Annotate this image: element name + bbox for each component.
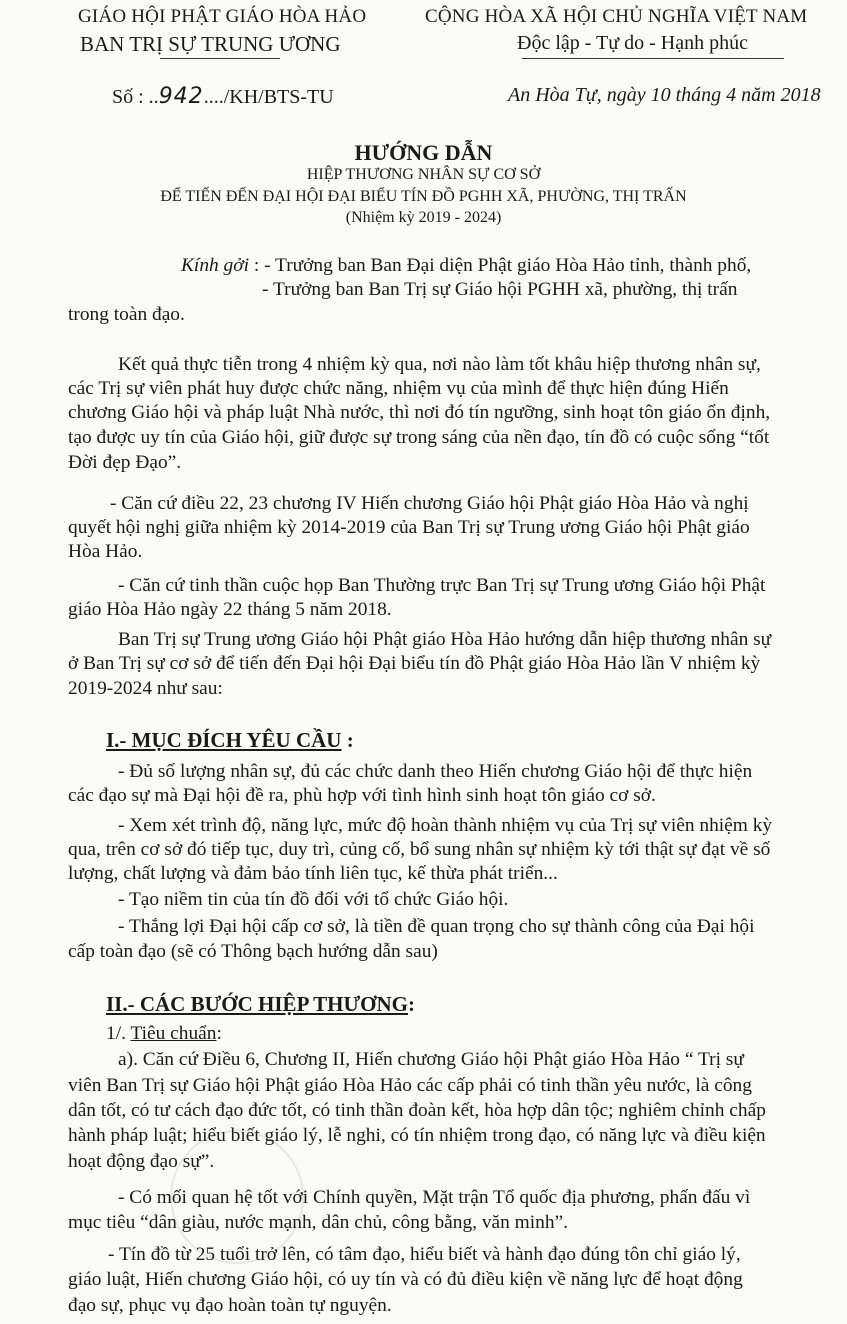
intro-p1-line: các Trị sự viên phát huy được chức năng, nhiệm vụ của mình để thực hiện đúng Hiến: [68, 378, 729, 399]
org-name-line2: BAN TRỊ SỰ TRUNG ƯƠNG: [80, 32, 341, 56]
subsection-1-number: 1/.: [106, 1023, 131, 1044]
document-type: HƯỚNG DẪN: [354, 140, 493, 165]
purpose-item-line: cấp toàn đạo (sẽ có Thông bạch hướng dẫn sau): [68, 941, 438, 962]
intro-p3-line: giáo Hòa Hảo ngày 22 tháng 5 năm 2018.: [68, 599, 392, 620]
number-suffix: ..../KH/BTS-TU: [203, 86, 334, 108]
criteria-item-line: đạo sự, phục vụ đạo hoàn toàn tự nguyện.: [68, 1295, 392, 1316]
purpose-item-line: lượng, chất lượng và đảm bảo tính liên tục, kế thừa phát triển...: [68, 863, 558, 884]
section-1-colon: :: [341, 728, 354, 752]
purpose-item-line: qua, trên cơ sở đó tiếp tục, duy trì, củng cố, bổ sung nhân sự nhiệm kỳ tới thật sự đạt về số: [68, 839, 771, 860]
intro-p4-line: Ban Trị sự Trung ương Giáo hội Phật giáo Hòa Hảo hướng dẫn hiệp thương nhân sự: [118, 629, 772, 650]
greeting-line-1: [181, 254, 751, 277]
section-1-heading: [106, 728, 354, 753]
intro-p1-line: chương Giáo hội và pháp luật Nhà nước, thì nơi đó tín ngưỡng, sinh hoạt tôn giáo ổn định,: [68, 402, 771, 423]
purpose-item-line: - Tạo niềm tin của tín đồ đối với tổ chức Giáo hội.: [118, 889, 509, 910]
intro-p4-line: ở Ban Trị sự cơ sở để tiến đến Đại hội Đại biểu tín đồ Phật giáo Hòa Hảo lần V nhiệm kỳ: [68, 653, 761, 674]
intro-p4-line: 2019-2024 như sau:: [68, 678, 223, 699]
org-name-line1: GIÁO HỘI PHẬT GIÁO HÒA HẢO: [78, 6, 367, 27]
subsection-1-heading: [106, 1022, 222, 1045]
intro-p3-line: - Căn cứ tinh thần cuộc họp Ban Thường trực Ban Trị sự Trung ương Giáo hội Phật: [118, 575, 766, 596]
title-line-1: HIỆP THƯƠNG NHÂN SỰ CƠ SỞ: [306, 166, 541, 183]
title-line-2: ĐỂ TIẾN ĐẾN ĐẠI HỘI ĐẠI BIỂU TÍN ĐỒ PGHH XÃ, PHƯỜNG, THỊ TRẤN: [160, 188, 687, 205]
criteria-a-line: dân tốt, có tư cách đạo đức tốt, có tinh thần đoàn kết, hòa hợp dân tộc; nghiêm chỉnh chấp: [68, 1100, 766, 1121]
intro-p1-line: Đời đẹp Đạo”.: [68, 452, 182, 473]
subsection-1-colon: :: [216, 1023, 222, 1044]
criteria-a-line: a). Căn cứ Điều 6, Chương II, Hiến chương Giáo hội Phật giáo Hòa Hảo “ Trị sự: [118, 1049, 744, 1070]
criteria-item-line: giáo luật, Hiến chương Giáo hội, có uy tín và có đủ điều kiện về năng lực để hoạt động: [68, 1269, 743, 1290]
recipient-1: : - Trưởng ban Ban Đại diện Phật giáo Hòa Hảo tỉnh, thành phố,: [249, 255, 752, 276]
section-2-heading: [106, 992, 415, 1017]
criteria-item-line: - Tín đồ từ 25 tuổi trở lên, có tâm đạo, hiểu biết và hành đạo đúng tôn chỉ giáo lý,: [108, 1244, 741, 1265]
purpose-item-line: - Đủ số lượng nhân sự, đủ các chức danh theo Hiến chương Giáo hội để thực hiện: [118, 761, 753, 782]
recipient-2: - Trưởng ban Ban Trị sự Giáo hội PGHH xã, phường, thị trấn: [262, 279, 738, 300]
faint-stamp-impression: [170, 1130, 304, 1264]
criteria-item-line: mục tiêu “dân giàu, nước mạnh, dân chủ, công bằng, văn minh”.: [68, 1212, 568, 1233]
number-handwritten: 942: [158, 84, 204, 109]
org-underline: [160, 58, 280, 59]
subsection-1-label: Tiêu chuẩn: [130, 1023, 217, 1044]
recipient-2-cont: trong toàn đạo.: [68, 304, 185, 325]
nation-name: CỘNG HÒA XÃ HỘI CHỦ NGHĨA VIỆT NAM: [425, 6, 808, 27]
purpose-item-line: các đạo sự mà Đại hội đề ra, phù hợp với tình hình sinh hoạt tôn giáo cơ sở.: [68, 785, 656, 806]
purpose-item-line: - Xem xét trình độ, năng lực, mức độ hoàn thành nhiệm vụ của Trị sự viên nhiệm kỳ: [118, 815, 773, 836]
criteria-a-line: viên Ban Trị sự Giáo hội Phật giáo Hòa Hảo các cấp phải có tinh thần yêu nước, là công: [68, 1075, 752, 1096]
intro-p1-line: tạo được uy tín của Giáo hội, giữ được sự trong sáng của nền đạo, tín đồ có cuộc sống “tốt: [68, 427, 770, 448]
purpose-item-line: - Thắng lợi Đại hội cấp cơ sở, là tiền đề quan trọng cho sự thành công của Đại hội: [118, 916, 755, 937]
section-2-title: II.- CÁC BƯỚC HIỆP THƯƠNG: [106, 992, 408, 1016]
intro-p2-line: - Căn cứ điều 22, 23 chương IV Hiến chương Giáo hội Phật giáo Hòa Hảo và nghị: [110, 493, 749, 514]
number-prefix: Số : ..: [112, 86, 159, 108]
document-date: An Hòa Tự, ngày 10 tháng 4 năm 2018: [508, 84, 821, 106]
intro-p1-line: Kết quả thực tiễn trong 4 nhiệm kỳ qua, nơi nào làm tốt khâu hiệp thương nhân sự,: [118, 354, 761, 375]
section-1-title: I.- MỤC ĐÍCH YÊU CẦU: [106, 728, 342, 752]
criteria-a-line: hoạt động đạo sự”.: [68, 1151, 215, 1172]
document-number: [112, 84, 334, 109]
intro-p2-line: quyết hội nghị giữa nhiệm kỳ 2014-2019 của Ban Trị sự Trung ương Giáo hội Phật giáo: [68, 517, 750, 538]
motto-underline: [522, 58, 784, 59]
greeting-label: Kính gởi: [181, 255, 249, 276]
section-2-colon: :: [408, 992, 415, 1016]
criteria-a-line: hành pháp luật; hiểu biết giáo lý, lễ nghi, có tín nhiệm trong đạo, có năng lực và điều kiện: [68, 1125, 766, 1146]
nation-motto: Độc lập - Tự do - Hạnh phúc: [517, 32, 748, 54]
term-period: (Nhiệm kỳ 2019 - 2024): [345, 209, 502, 226]
criteria-item-line: - Có mối quan hệ tốt với Chính quyền, Mặt trận Tổ quốc địa phương, phấn đấu vì: [118, 1187, 751, 1208]
intro-p2-line: Hòa Hảo.: [68, 541, 143, 562]
